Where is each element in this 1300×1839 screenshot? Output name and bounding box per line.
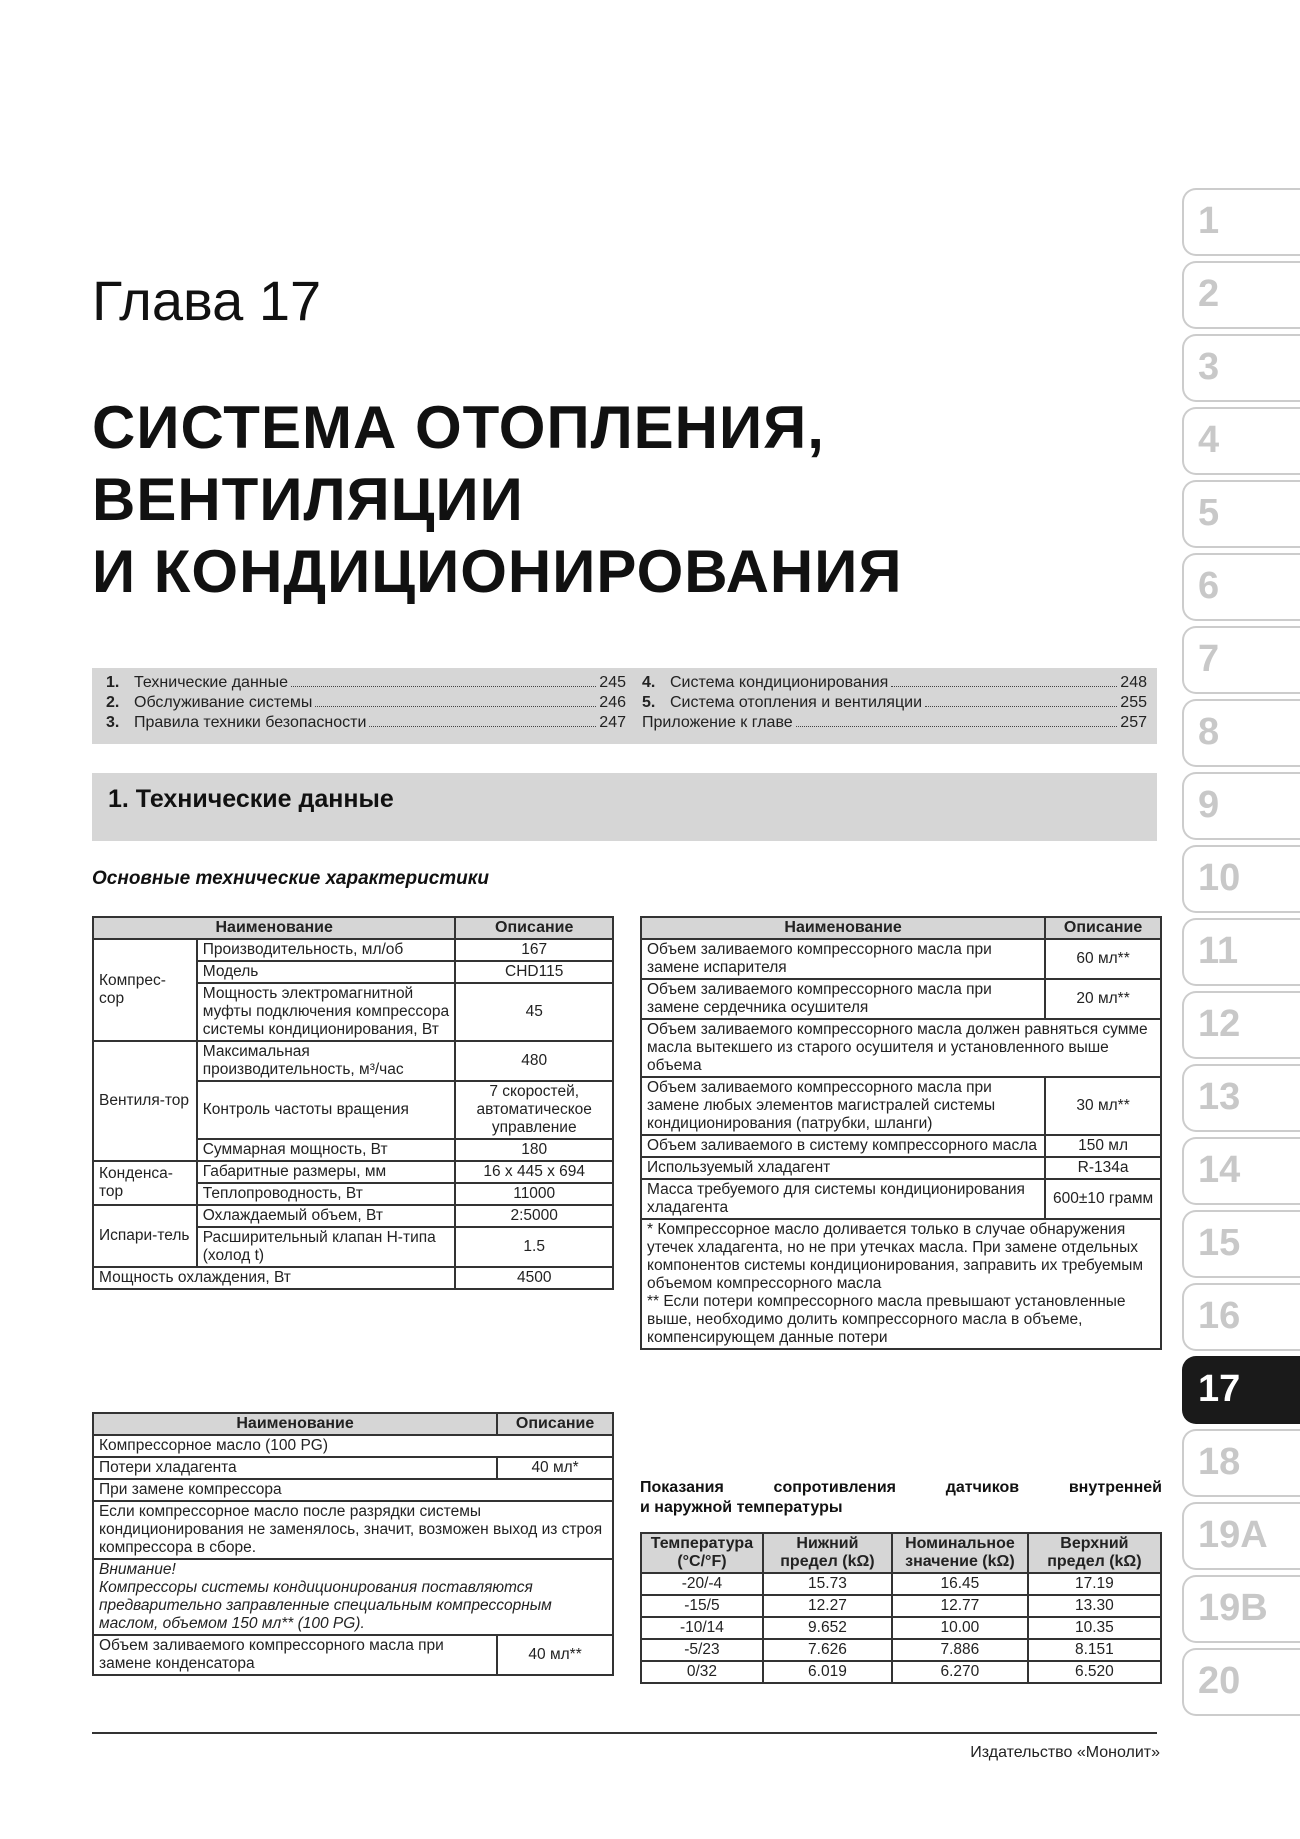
toc-text: Приложение к главе: [642, 714, 793, 731]
toc-page: 255: [1120, 694, 1147, 711]
param-name: Объем заливаемого в систему компрессорного масла: [641, 1135, 1045, 1157]
toc-page: 248: [1120, 674, 1147, 691]
table-cell: Если компрессорное масло после разрядки системы кондиционирования не заменялось, значит, возможен выход из строя компрессора в сборе.: [93, 1501, 613, 1559]
table-row: [93, 1161, 613, 1183]
chapter-title-line: СИСТЕМА ОТОПЛЕНИЯ,: [92, 394, 825, 461]
chapter-tab-8[interactable]: [1182, 699, 1300, 767]
table-cell: -10/14: [641, 1617, 763, 1639]
param-value: CHD115: [455, 961, 613, 983]
toc-leader: [796, 726, 1118, 727]
toc-item[interactable]: [642, 694, 1147, 714]
toc-number: 3.: [106, 714, 120, 731]
table-cell: 7.886: [892, 1639, 1028, 1661]
table-cell: 13.30: [1028, 1595, 1161, 1617]
column-header: Верхний предел (kΩ): [1028, 1533, 1161, 1573]
column-header: Наименование: [93, 917, 455, 939]
column-header: Наименование: [93, 1413, 497, 1435]
sensor-table: [640, 1532, 1162, 1684]
param-name: Модель: [197, 961, 456, 983]
notes-cell: [641, 1219, 1161, 1349]
chapter-tab-19a[interactable]: [1182, 1502, 1300, 1570]
oil-table: [92, 1412, 614, 1676]
table-header-row: [641, 1533, 1161, 1573]
chapter-tab-label: 20: [1198, 1660, 1241, 1702]
toc-item[interactable]: [642, 714, 1147, 734]
param-value: 45: [455, 983, 613, 1041]
toc-column-right: [642, 674, 1147, 734]
chapter-tab-label: 4: [1198, 419, 1220, 461]
warning-cell: [93, 1559, 613, 1635]
table-cell: 10.00: [892, 1617, 1028, 1639]
param-value: 60 мл**: [1045, 939, 1161, 979]
param-name: Теплопроводность, Вт: [197, 1183, 456, 1205]
table-cell: 6.019: [763, 1661, 892, 1683]
notes-row: [641, 1219, 1161, 1349]
param-name: Суммарная мощность, Вт: [197, 1139, 456, 1161]
group-label: Вентиля-тор: [93, 1041, 197, 1161]
param-value: 167: [455, 939, 613, 961]
param-value: R-134a: [1045, 1157, 1161, 1179]
table-cell: 16.45: [892, 1573, 1028, 1595]
table-row: [93, 1267, 613, 1289]
column-header: Номинальное значение (kΩ): [892, 1533, 1028, 1573]
chapter-tab-5[interactable]: [1182, 480, 1300, 548]
param-value: 20 мл**: [1045, 979, 1161, 1019]
chapter-tab-label: 8: [1198, 711, 1220, 753]
table-cell: 6.520: [1028, 1661, 1161, 1683]
toc-number: 4.: [642, 674, 656, 691]
toc-item[interactable]: [106, 714, 626, 734]
chapter-tab-10[interactable]: [1182, 845, 1300, 913]
chapter-tab-3[interactable]: [1182, 334, 1300, 402]
toc-leader: [315, 706, 596, 707]
footer-divider: [92, 1732, 1157, 1734]
chapter-tab-20[interactable]: [1182, 1648, 1300, 1716]
publisher-footer: Издательство «Монолит»: [970, 1744, 1160, 1761]
chapter-tab-label: 16: [1198, 1295, 1241, 1337]
chapter-title-line: И КОНДИЦИОНИРОВАНИЯ: [92, 538, 903, 605]
section-title: 1. Технические данные: [108, 785, 394, 813]
table-row: [93, 1479, 613, 1501]
chapter-tab-18[interactable]: [1182, 1429, 1300, 1497]
param-name: Объем заливаемого компрессорного масла при замене любых элементов магистралей системы кондиционирования (патрубки, шланги): [641, 1077, 1045, 1135]
param-value: 30 мл**: [1045, 1077, 1161, 1135]
toc-text: Обслуживание системы: [134, 694, 313, 711]
param-value: 4500: [455, 1267, 613, 1289]
warning-row: [93, 1559, 613, 1635]
param-value: 2:5000: [455, 1205, 613, 1227]
table-cell: Компрессорное масло (100 PG): [93, 1435, 613, 1457]
chapter-tab-label: 9: [1198, 784, 1220, 826]
toc-text: Технические данные: [134, 674, 289, 691]
toc-number: 5.: [642, 694, 656, 711]
table-cell: -20/-4: [641, 1573, 763, 1595]
chapter-tab-label: 14: [1198, 1149, 1241, 1191]
table-row: [93, 1457, 613, 1479]
toc-page: 247: [599, 714, 626, 731]
param-name: Контроль частоты вращения: [197, 1081, 456, 1139]
chapter-title: [92, 392, 903, 608]
toc-leader: [891, 686, 1117, 687]
table-cell: 12.77: [892, 1595, 1028, 1617]
chapter-tab-label: 11: [1198, 930, 1239, 972]
chapter-tab-16[interactable]: [1182, 1283, 1300, 1351]
chapter-tab-label: 10: [1198, 857, 1241, 899]
table-cell: -5/23: [641, 1639, 763, 1661]
table-header-row: [641, 917, 1161, 939]
table-header-row: [93, 917, 613, 939]
toc-text: Система кондиционирования: [670, 674, 889, 691]
sensor-heading: [640, 1478, 1162, 1518]
table-cell: 8.151: [1028, 1639, 1161, 1661]
table-row: [641, 1019, 1161, 1077]
chapter-tab-label: 3: [1198, 346, 1220, 388]
chapter-tab-label: 19B: [1198, 1587, 1268, 1629]
column-header: Температура (°C/°F): [641, 1533, 763, 1573]
table-cell: 40 мл**: [497, 1635, 613, 1675]
toc-item[interactable]: [642, 674, 1147, 694]
chapter-tab-17[interactable]: [1182, 1356, 1300, 1424]
chapter-tab-7[interactable]: [1182, 626, 1300, 694]
footnote: * Компрессорное масло доливается только в случае обнаружения утечек хладагента, но не при утечках масла. При замене отдельных компонентов системы кондиционирования, заправить их требуемым объемом компрессорного масла: [647, 1221, 1144, 1292]
table-of-contents: [92, 668, 1157, 744]
param-name: Расширительный клапан H-типа (холод t): [197, 1227, 456, 1267]
param-name: Производительность, мл/об: [197, 939, 456, 961]
table-row: [641, 939, 1161, 979]
table-row: [641, 1661, 1161, 1683]
sensor-heading-line: [640, 1478, 1162, 1498]
param-name: Объем заливаемого компрессорного масла при замене испарителя: [641, 939, 1045, 979]
param-value: 600±10 грамм: [1045, 1179, 1161, 1219]
toc-leader: [291, 686, 596, 687]
param-value: 16 x 445 x 694: [455, 1161, 613, 1183]
spec-table-left: [92, 916, 614, 1290]
toc-item[interactable]: [106, 694, 626, 714]
heading-word: датчиков: [945, 1479, 1020, 1496]
param-value: 480: [455, 1041, 613, 1081]
chapter-tab-13[interactable]: [1182, 1064, 1300, 1132]
chapter-tab-label: 6: [1198, 565, 1220, 607]
heading-word: внутренней: [1068, 1479, 1162, 1496]
chapter-tab-label: 18: [1198, 1441, 1241, 1483]
param-value: 180: [455, 1139, 613, 1161]
heading-word: сопротивления: [773, 1479, 897, 1496]
param-name: Объем заливаемого компрессорного масла при замене сердечника осушителя: [641, 979, 1045, 1019]
table-cell: 9.652: [763, 1617, 892, 1639]
chapter-tab-label: 5: [1198, 492, 1220, 534]
section-header: [92, 773, 1157, 841]
chapter-tab-label: 1: [1198, 200, 1220, 242]
toc-leader: [369, 726, 596, 727]
chapter-tab-11[interactable]: [1182, 918, 1300, 986]
table-row: [641, 1595, 1161, 1617]
chapter-tab-label: 17: [1198, 1368, 1241, 1410]
chapter-tab-12[interactable]: [1182, 991, 1300, 1059]
table-row: [641, 1573, 1161, 1595]
column-header: Нижний предел (kΩ): [763, 1533, 892, 1573]
chapter-tab-15[interactable]: [1182, 1210, 1300, 1278]
table-cell: 7.626: [763, 1639, 892, 1661]
table-row: [641, 1135, 1161, 1157]
param-name: Масса требуемого для системы кондиционирования хладагента: [641, 1179, 1045, 1219]
footnote: ** Если потери компрессорного масла превышают установленные выше, необходимо долить компрессорного масла в объеме, компенсирующем данные потери: [647, 1293, 1126, 1346]
param-name: Охлаждаемый объем, Вт: [197, 1205, 456, 1227]
table-row: [641, 1617, 1161, 1639]
warning-title: Внимание!: [99, 1561, 176, 1578]
param-name: Мощность охлаждения, Вт: [93, 1267, 455, 1289]
param-value: 11000: [455, 1183, 613, 1205]
group-label: Испари-тель: [93, 1205, 197, 1267]
param-value: 1.5: [455, 1227, 613, 1267]
table-row: [93, 1501, 613, 1559]
table-cell: 6.270: [892, 1661, 1028, 1683]
param-name: Используемый хладагент: [641, 1157, 1045, 1179]
table-cell: -15/5: [641, 1595, 763, 1617]
toc-page: 245: [599, 674, 626, 691]
table-row: [641, 1639, 1161, 1661]
column-header: Описание: [497, 1413, 613, 1435]
sensor-heading-line: и наружной температуры: [640, 1499, 843, 1516]
column-header: Описание: [1045, 917, 1161, 939]
chapter-tab-19b[interactable]: [1182, 1575, 1300, 1643]
toc-page: 257: [1120, 714, 1147, 731]
toc-item[interactable]: [106, 674, 626, 694]
table-cell: 0/32: [641, 1661, 763, 1683]
param-name: Объем заливаемого компрессорного масла должен равняться сумме масла вытекшего из старого осушителя и установленного выше объема: [641, 1019, 1161, 1077]
table-header-row: [93, 1413, 613, 1435]
group-label: Конденса-тор: [93, 1161, 197, 1205]
table-cell: При замене компрессора: [93, 1479, 613, 1501]
table-cell: Потери хладагента: [93, 1457, 497, 1479]
chapter-tab-label: 7: [1198, 638, 1220, 680]
group-label: Компрес-сор: [93, 939, 197, 1041]
chapter-tab-14[interactable]: [1182, 1137, 1300, 1205]
chapter-tab-label: 12: [1198, 1003, 1241, 1045]
table-row: [641, 1077, 1161, 1135]
chapter-tab-1[interactable]: [1182, 188, 1300, 256]
toc-page: 246: [599, 694, 626, 711]
column-header: Описание: [455, 917, 613, 939]
table-row: [641, 1179, 1161, 1219]
heading-word: Показания: [640, 1479, 724, 1496]
toc-text: Система отопления и вентиляции: [670, 694, 922, 711]
param-name: Максимальная производительность, м³/час: [197, 1041, 456, 1081]
toc-leader: [925, 706, 1117, 707]
chapter-tab-2[interactable]: [1182, 261, 1300, 329]
toc-column-left: [106, 674, 626, 734]
table-row: [93, 939, 613, 961]
spec-table-right: [640, 916, 1162, 1350]
table-cell: 12.27: [763, 1595, 892, 1617]
subheading: Основные технические характеристики: [92, 868, 489, 889]
table-row: [641, 979, 1161, 1019]
table-cell: 15.73: [763, 1573, 892, 1595]
table-cell: 40 мл*: [497, 1457, 613, 1479]
chapter-label: Глава 17: [92, 269, 322, 332]
table-row: [641, 1157, 1161, 1179]
chapter-tab-9[interactable]: [1182, 772, 1300, 840]
chapter-tab-label: 13: [1198, 1076, 1241, 1118]
table-cell: 17.19: [1028, 1573, 1161, 1595]
param-name: Габаритные размеры, мм: [197, 1161, 456, 1183]
chapter-title-line: ВЕНТИЛЯЦИИ: [92, 466, 524, 533]
toc-text: Правила техники безопасности: [134, 714, 367, 731]
table-row: [93, 1205, 613, 1227]
toc-number: 1.: [106, 674, 120, 691]
column-header: Наименование: [641, 917, 1045, 939]
table-row: [93, 1635, 613, 1675]
param-value: 7 скоростей, автоматическое управление: [455, 1081, 613, 1139]
table-cell: 10.35: [1028, 1617, 1161, 1639]
warning-text: Компрессоры системы кондиционирования поставляются предварительно заправленные специальным компрессорным маслом, объемом 150 мл** (100 PG).: [99, 1579, 552, 1632]
chapter-tab-4[interactable]: [1182, 407, 1300, 475]
chapter-tab-label: 15: [1198, 1222, 1241, 1264]
chapter-tab-label: 2: [1198, 273, 1220, 315]
chapter-tab-6[interactable]: [1182, 553, 1300, 621]
table-cell: Объем заливаемого компрессорного масла при замене конденсатора: [93, 1635, 497, 1675]
param-name: Мощность электромагнитной муфты подключения компрессора системы кондиционирования, Вт: [197, 983, 456, 1041]
toc-number: 2.: [106, 694, 120, 711]
table-row: [93, 1435, 613, 1457]
chapter-tab-label: 19A: [1198, 1514, 1268, 1556]
table-row: [93, 1041, 613, 1081]
param-value: 150 мл: [1045, 1135, 1161, 1157]
